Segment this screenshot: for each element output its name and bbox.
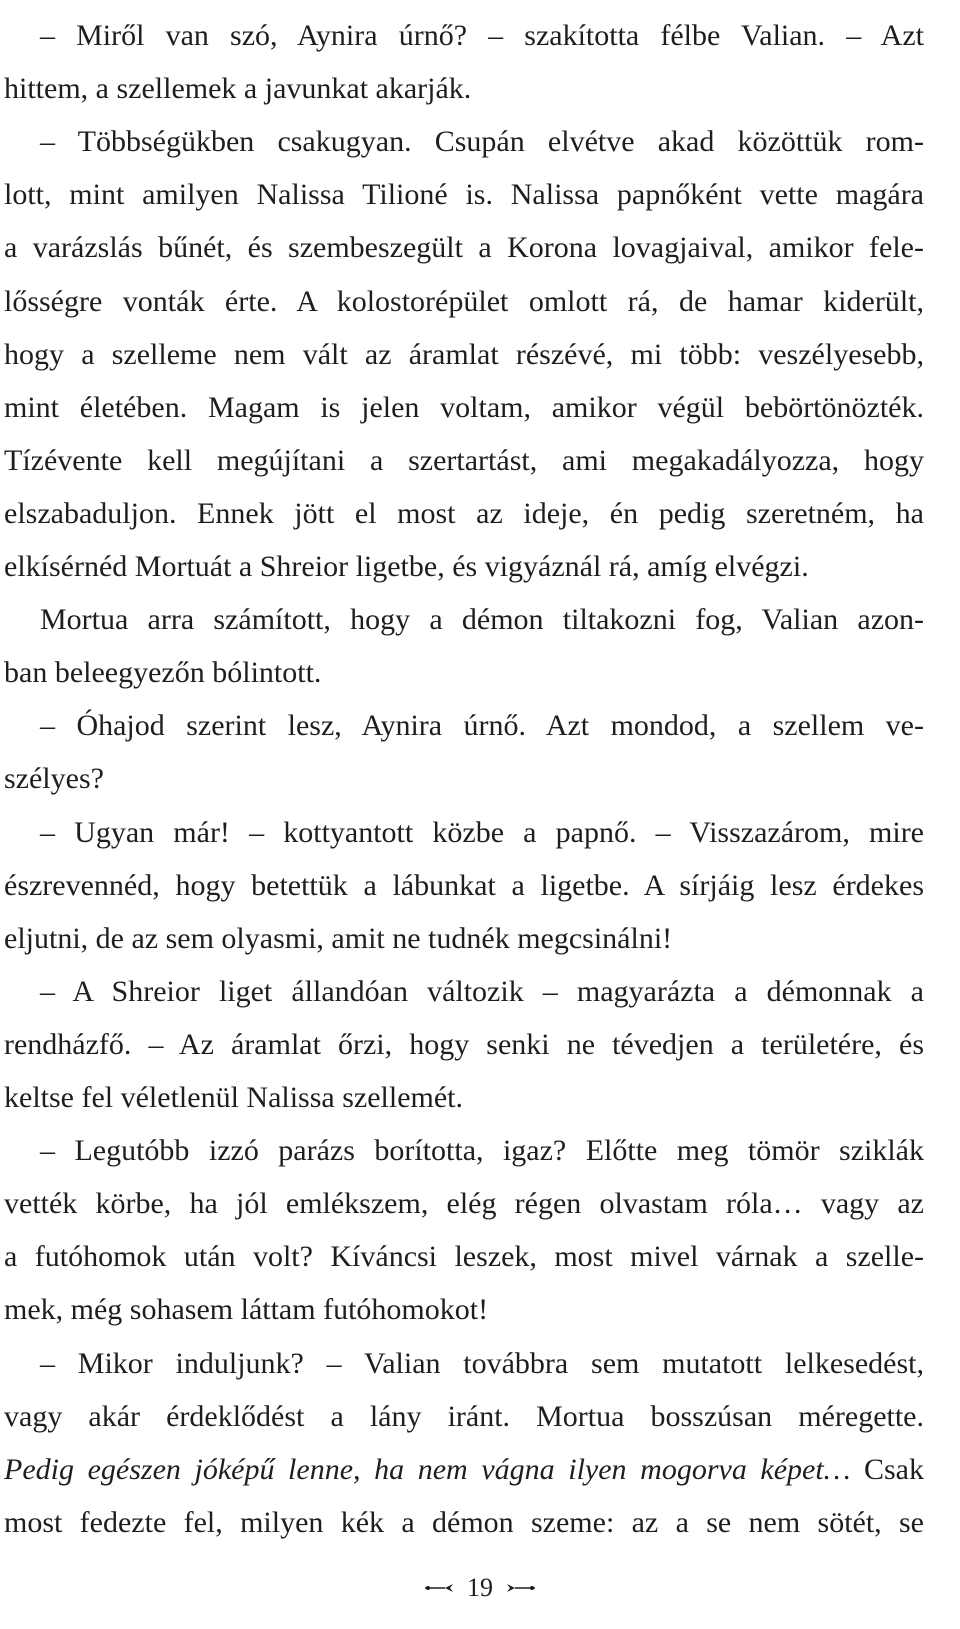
text-line: – Többségükben csakugyan. Csupán elvétve akad közöttük rom- <box>40 125 924 159</box>
text-line: vagy akár érdeklődést a lány iránt. Mortua bosszúsan méregette. <box>4 1399 924 1433</box>
page-footer <box>0 1568 960 1608</box>
text-line: – Óhajod szerint lesz, Aynira úrnő. Azt mondod, a szellem ve- <box>40 709 924 743</box>
text-line: észrevennéd, hogy betettük a lábunkat a ligetbe. A sírjáig lesz érdekes <box>4 868 924 902</box>
text-line: – A Shreior liget állandóan változik – magyarázta a démonnak a <box>40 974 924 1008</box>
text-line: rendházfő. – Az áramlat őrzi, hogy senki ne tévedjen a területére, és <box>4 1027 924 1061</box>
text-line: hogy a szelleme nem vált az áramlat részévé, mi több: veszélyesebb, <box>4 337 924 371</box>
text-line: lott, mint amilyen Nalissa Tilioné is. Nalissa papnőként vette magára <box>4 178 924 212</box>
text-line: elkísérnéd Mortuát a Shreior ligetbe, és vigyáznál rá, amíg elvégzi. <box>4 550 809 583</box>
text-line: vették körbe, ha jól emlékszem, elég régen olvastam róla… vagy az <box>4 1187 924 1221</box>
text-line: keltse fel véletlenül Nalissa szellemét. <box>4 1081 463 1114</box>
text-line: most fedezte fel, milyen kék a démon szeme: az a se nem sötét, se <box>4 1505 924 1539</box>
text-line: ban beleegyezőn bólintott. <box>4 656 322 690</box>
text-line: – Ugyan már! – kottyantott közbe a papnő. – Visszazárom, mire <box>40 815 924 849</box>
text-line: a futóhomok után volt? Kíváncsi leszek, most mivel várnak a szelle- <box>4 1240 924 1274</box>
text-line: a varázslás bűnét, és szembeszegült a Korona lovagjaival, amikor fele- <box>4 231 924 265</box>
ornament-left-icon <box>423 1581 457 1595</box>
text-line: – Mikor induljunk? – Valian továbbra sem mutatott lelkesedést, <box>40 1346 924 1380</box>
italic-thought: Pedig egészen jóképű lenne, ha nem vágna ilyen mogorva képet… <box>4 1452 851 1486</box>
page-number: 19 <box>467 1573 493 1602</box>
text-line: Mortua arra számított, hogy a démon tiltakozni fog, Valian azon- <box>40 603 924 637</box>
text-line-italic <box>4 1442 924 1498</box>
text-line: mek, még sohasem láttam futóhomokot! <box>4 1293 489 1327</box>
text-line: hittem, a szellemek a javunkat akarják. <box>4 72 472 106</box>
ornament-right-icon <box>503 1581 537 1595</box>
text-line: mint életében. Magam is jelen voltam, amikor végül bebörtönözték. <box>4 390 924 424</box>
text-line: szélyes? <box>4 762 104 796</box>
text-line: Tízévente kell megújítani a szertartást, ami megakadályozza, hogy <box>4 443 924 477</box>
text-line: eljutni, de az sem olyasmi, amit ne tudnék megcsinálni! <box>4 921 673 955</box>
text-line: lősségre vonták érte. A kolostorépület omlott rá, de hamar kiderült, <box>4 284 924 318</box>
text-line: elszabaduljon. Ennek jött el most az ideje, én pedig szeretném, ha <box>4 496 924 530</box>
italic-line-rest: Csak <box>850 1452 924 1486</box>
text-line: – Legutóbb izzó parázs borította, igaz? Előtte meg tömör sziklák <box>40 1134 924 1168</box>
text-line: – Miről van szó, Aynira úrnő? – szakította félbe Valian. – Azt <box>40 19 924 52</box>
